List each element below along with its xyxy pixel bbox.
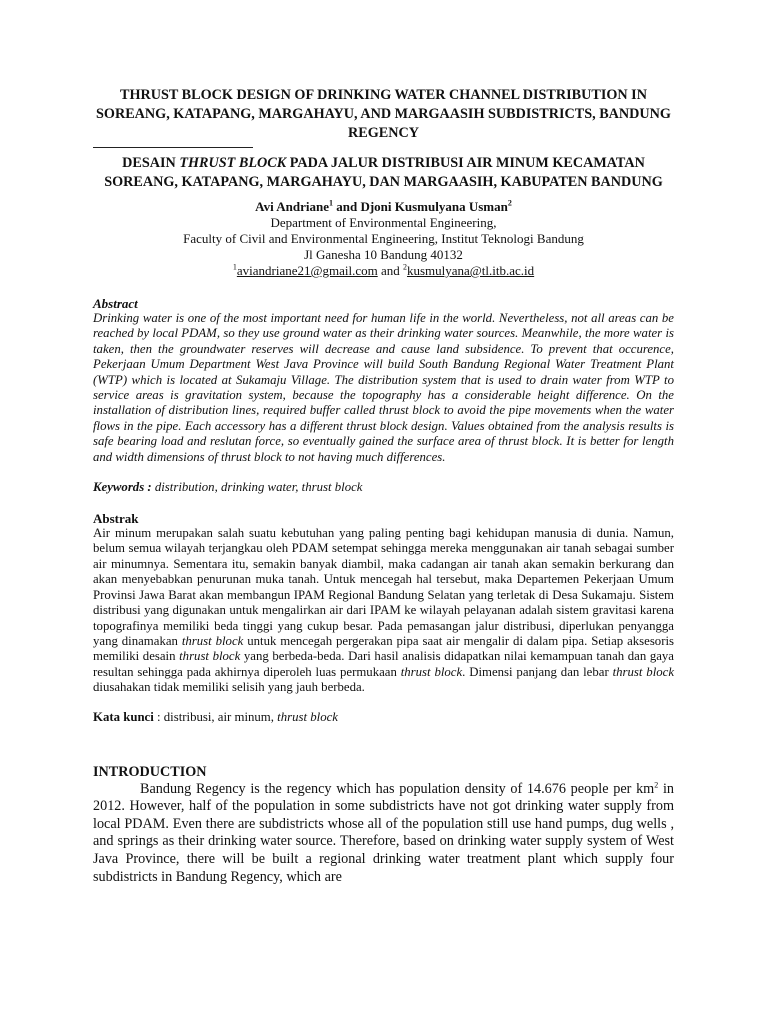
author-1-sup: 1 bbox=[328, 198, 333, 208]
kata-kunci-value: : distribusi, air minum, bbox=[153, 709, 278, 724]
author-1: Avi Andriane bbox=[255, 199, 329, 214]
email-1-link[interactable]: aviandriane21@gmail.com bbox=[236, 263, 378, 278]
abstrak-heading: Abstrak bbox=[93, 511, 139, 527]
kata-kunci-line bbox=[93, 710, 674, 725]
email-2-sup: 2 bbox=[402, 262, 407, 272]
author-block bbox=[93, 199, 674, 279]
author-names bbox=[93, 199, 674, 215]
title-id-post: PADA JALUR DISTRIBUSI AIR MINUM KECAMATAN SOREANG, KATAPANG, MARGAHAYU, DAN MARGAASIH, KABUPATEN BANDUNG bbox=[104, 155, 663, 190]
abstrak-italic-4: thrust block bbox=[612, 664, 675, 679]
title-indonesian bbox=[93, 154, 674, 192]
email-and: and bbox=[377, 263, 403, 278]
abstrak-text-3: yang berbeda-beda. Dari hasil analisis didapatkan nilai kemampuan tanah dan gaya resultan sehingga pada akhirnya diperoleh luas permukaan bbox=[93, 649, 674, 679]
title-id-pre: DESAIN bbox=[122, 155, 180, 171]
title-english: THRUST BLOCK DESIGN OF DRINKING WATER CHANNEL DISTRIBUTION IN SOREANG, KATAPANG, MARGAHAYU, AND MARGAASIH SUBDISTRICTS, BANDUNG REGENCY bbox=[96, 87, 671, 141]
title-id-italic: THRUST BLOCK bbox=[179, 155, 287, 171]
email-2-link[interactable]: kusmulyana@tl.itb.ac.id bbox=[406, 263, 535, 278]
author-and: and bbox=[332, 199, 361, 214]
author-2-sup: 2 bbox=[507, 198, 512, 208]
affiliation-faculty: Faculty of Civil and Environmental Engineering, Institut Teknologi Bandung bbox=[183, 231, 584, 246]
intro-sup: 2 bbox=[654, 779, 659, 789]
introduction-heading: INTRODUCTION bbox=[93, 763, 207, 780]
abstrak-italic-1: thrust block bbox=[181, 633, 244, 648]
paper-page bbox=[93, 86, 674, 886]
abstract-body: Drinking water is one of the most important need for human life in the world. Nevertheless, not all areas can be reached by local PDAM, so they use ground water as their drinking water sources. Meanwhile, the more water is taken, then the groundwater reserves will decrease and cause land subsidence. To prevent that occurence, Pekerjaan Umum Department West Java Province will build South Bandung Regional Water Treatment Plant (WTP) which is located at Sukamaju Village. The distribution system that is used to drain water from WTP to service areas is gravitation system, because the topography has a considerable height difference. On the installation of distribution lines, required buffer called thrust block to avoid the pipe movements when the water flows in the pipe. Each accessory has a different thrust block design. Values obtained from the analysis results is safe bearing load and reslutan force, so eventually gained the surface area of thrust block. It is better for length and width dimensions of thrust block to not having much differences. bbox=[93, 311, 674, 464]
kata-kunci-italic: thrust block bbox=[277, 709, 338, 724]
abstrak-italic-3: thrust block bbox=[400, 664, 463, 679]
abstrak-text-5: diusahakan tidak memiliki selisih yang jauh berbeda. bbox=[93, 680, 365, 695]
intro-text-1: Bandung Regency is the regency which has population density of 14.676 people per km bbox=[140, 780, 655, 797]
abstrak-text-4: . Dimensi panjang dan lebar bbox=[462, 664, 613, 679]
abstract-heading: Abstract bbox=[93, 296, 138, 311]
keywords-value: distribution, drinking water, thrust block bbox=[151, 480, 363, 495]
author-2: Djoni Kusmulyana Usman bbox=[360, 199, 508, 214]
keywords-label: Keywords : bbox=[93, 480, 152, 495]
keywords-line bbox=[93, 480, 674, 495]
abstrak-text-2: untuk mencegah pergerakan pipa saat air mengalir di dalam pipa. Setiap aksesoris memiliki desain bbox=[93, 633, 674, 664]
kata-kunci-label: Kata kunci bbox=[93, 709, 154, 724]
abstrak-italic-2: thrust block bbox=[179, 649, 241, 664]
introduction-body bbox=[93, 781, 674, 887]
affiliation-address: Jl Ganesha 10 Bandung 40132 bbox=[304, 247, 463, 262]
abstrak-body bbox=[93, 526, 674, 695]
intro-text-2: in 2012. However, half of the population in some subdistricts have not got drinking water supply from local PDAM. Even there are subdistricts whose all of the population still use hand pumps, dug wells , and springs as their drinking water source. Therefore, based on drinking water supply system of West Java Province, there will be built a regional drinking water treatment plant which supply four subdistricts in Bandung Regency, which are bbox=[93, 780, 674, 885]
abstrak-text-1: Air minum merupakan salah suatu kebutuhan yang paling penting bagi kehidupan manusia di dunia. Namun, belum semua wilayah terjangkau oleh PDAM setempat sehingga mereka menggunakan air tanah sebagai sumber air minumnya. Sementara itu, semakin banyak diambil, maka cadangan air tanah akan semakin berkurang dan akan menyebabkan penurunan muka tanah. Untuk mencegah hal tersebut, maka Departemen Pekerjaan Umum Provinsi Jawa Barat akan membangun IPAM Regional Bandung Selatan yang terletak di Desa Sukamaju. Sistem distribusi yang digunakan untuk mengalirkan air dari IPAM ke wilayah pelayanan adalah sistem gravitasi karena topografinya memiliki beda tinggi yang cukup besar. Pada pemasangan jalur distribusi, diperlukan penyangga yang dinamakan bbox=[93, 526, 674, 648]
title-divider bbox=[93, 147, 253, 148]
author-emails bbox=[93, 263, 674, 279]
affiliation-dept: Department of Environmental Engineering, bbox=[270, 215, 497, 230]
email-1-sup: 1 bbox=[232, 262, 237, 272]
